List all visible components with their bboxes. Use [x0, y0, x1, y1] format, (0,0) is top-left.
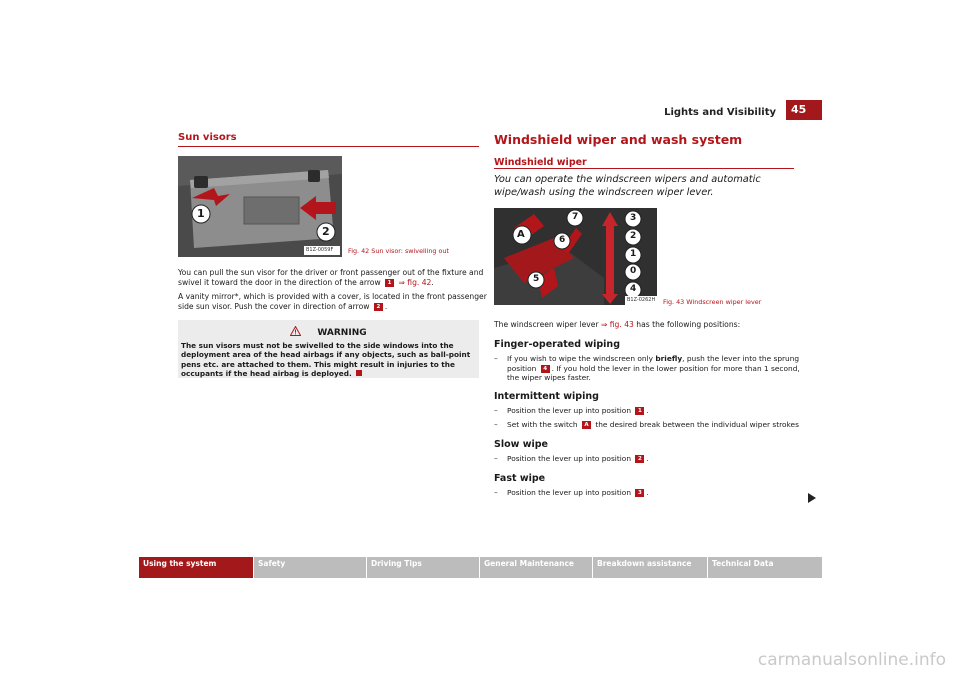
- nav-tab-technical-data[interactable]: Technical Data: [708, 557, 822, 578]
- label-0: 0: [630, 266, 637, 276]
- label-2: 2: [630, 231, 637, 241]
- page-header-title: Lights and Visibility: [664, 107, 776, 118]
- figure-caption-42: Fig. 42 Sun visor: swivelling out: [348, 247, 449, 255]
- heading-intermittent: Intermittent wiping: [494, 391, 599, 402]
- list-item-intermittent-1: – Position the lever up into position 1 .: [494, 406, 649, 415]
- position-badge-1: 1: [635, 407, 644, 415]
- nav-tab-general-maintenance[interactable]: General Maintenance: [480, 557, 592, 578]
- heading-rule: [178, 146, 479, 147]
- nav-tab-using-the-system[interactable]: Using the system: [139, 557, 253, 578]
- label-1: 1: [630, 249, 637, 259]
- figure-wiper-lever: [494, 208, 657, 305]
- list-item-slow: – Position the lever up into position 2 .: [494, 454, 649, 463]
- label-6: 6: [559, 235, 566, 245]
- page-number: 45: [786, 100, 822, 120]
- paragraph-sun-visor-2: A vanity mirror*, which is provided with a cover, is located in the front passenger side sun visor. Push the cover in direction of arrow 2 .: [178, 292, 487, 311]
- paragraph-positions: The windscreen wiper lever ⇒ fig. 43 has the following positions:: [494, 320, 741, 329]
- nav-tab-breakdown-assistance[interactable]: Breakdown assistance: [593, 557, 707, 578]
- fig-43-link[interactable]: ⇒ fig. 43: [601, 320, 634, 329]
- label-5: 5: [533, 274, 540, 284]
- watermark: carmanualsonline.info: [757, 650, 946, 670]
- warning-triangle-icon: [290, 326, 301, 336]
- section-heading-sun-visors: Sun visors: [178, 132, 237, 143]
- subheading-windshield-wiper: Windshield wiper: [494, 157, 587, 168]
- intro-text: You can operate the windscreen wipers and automatic wipe/wash using the windscreen wiper lever.: [494, 174, 761, 198]
- list-item-finger: – If you wish to wipe the windscreen only briefly, push the lever into the sprung position 4 . If you hold the lever in the lower position for more than 1 second, the wiper wipes faster.: [494, 354, 800, 383]
- label-7: 7: [572, 212, 579, 222]
- figure-sun-visor: [178, 156, 342, 257]
- figure-code: B1Z-0262H: [627, 297, 656, 303]
- switch-badge-A: A: [582, 421, 591, 429]
- subheading-rule: [494, 168, 794, 169]
- list-item-intermittent-2: – Set with the switch A the desired break between the individual wiper strokes: [494, 420, 799, 429]
- position-badge-2: 2: [635, 455, 644, 463]
- end-marker-icon: [356, 370, 362, 376]
- position-badge-1: 1: [385, 279, 394, 287]
- list-item-fast: – Position the lever up into position 3 .: [494, 488, 649, 497]
- figure-code: B1Z-0059F: [306, 247, 334, 253]
- nav-tab-driving-tips[interactable]: Driving Tips: [367, 557, 479, 578]
- figure-caption-43: Fig. 43 Windscreen wiper lever: [663, 298, 762, 306]
- label-3: 3: [630, 213, 637, 223]
- nav-tab-safety[interactable]: Safety: [254, 557, 366, 578]
- heading-fast-wipe: Fast wipe: [494, 473, 546, 484]
- fig-42-link[interactable]: ⇒ fig. 42: [398, 278, 432, 287]
- callout-1: 1: [197, 207, 205, 220]
- next-page-arrow-icon[interactable]: [808, 488, 816, 507]
- warning-box: [178, 320, 479, 378]
- heading-finger-operated: Finger-operated wiping: [494, 339, 620, 350]
- warning-heading: WARNING: [178, 326, 479, 338]
- section-heading-wiper: Windshield wiper and wash system: [494, 132, 743, 147]
- paragraph-sun-visor-1: You can pull the sun visor for the driver or front passenger out of the fixture and swivel it toward the door in the direction of the arrow 1 ⇒ fig. 42.: [178, 268, 484, 287]
- position-badge-2: 2: [374, 303, 383, 311]
- position-badge-3: 3: [635, 489, 644, 497]
- heading-slow-wipe: Slow wipe: [494, 439, 548, 450]
- label-4: 4: [630, 284, 637, 294]
- warning-text: The sun visors must not be swivelled to the side windows into the deployment area of the head airbags if any objects, such as ball-point pens etc. are attached to them. This might result in injuries to the occupants if the head airbag is deployed.: [181, 341, 471, 378]
- callout-2: 2: [322, 225, 330, 238]
- position-badge-4: 4: [541, 365, 550, 373]
- label-A: A: [517, 229, 525, 240]
